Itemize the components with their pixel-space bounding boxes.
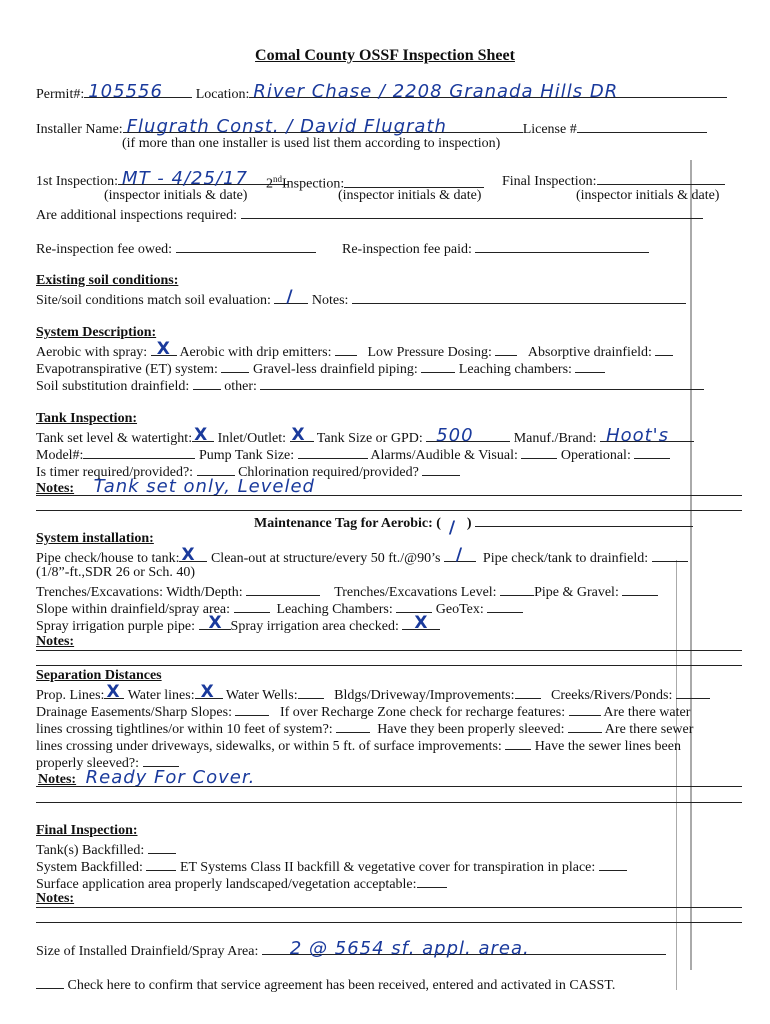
inlet-outlet-mark: X [291, 425, 305, 445]
install-notes-line[interactable] [36, 650, 742, 651]
manuf-value: Hoot's [606, 425, 670, 446]
soil-match-label: Site/soil conditions match soil evaluation: [36, 293, 271, 308]
chlorination-label: Chlorination required/provided? [238, 465, 419, 480]
final-notes-line[interactable] [36, 907, 742, 908]
absorptive-field[interactable] [655, 342, 673, 356]
separation-heading: Separation Distances [36, 668, 162, 683]
prop-lines-label: Prop. Lines: [36, 688, 105, 703]
et-system-field[interactable] [221, 359, 249, 373]
second-inspection-number: 2 [266, 176, 273, 192]
tank-notes-value[interactable]: Tank set only, Leveled [93, 476, 315, 497]
tank-heading: Tank Inspection: [36, 411, 138, 426]
other-field[interactable] [260, 376, 704, 390]
water-lines-field[interactable] [195, 682, 223, 702]
pipe-gravel-label: Pipe & Gravel: [534, 585, 619, 600]
surface-field[interactable] [417, 874, 447, 888]
system-backfilled-field[interactable] [146, 857, 176, 871]
permit-row [36, 81, 727, 103]
additional-inspections-row [36, 205, 703, 224]
additional-inspections-field[interactable] [241, 205, 703, 219]
install-row-5 [36, 613, 440, 635]
install-leaching-field[interactable] [396, 599, 432, 613]
separation-notes-line [36, 786, 742, 787]
pipe-house-label: Pipe check/house to tank: [36, 551, 180, 566]
final-inspection-label: Final Inspection: [502, 174, 597, 189]
separation-notes-line-2 [36, 802, 742, 803]
low-pressure-field[interactable] [495, 342, 517, 356]
fee-paid-field[interactable] [475, 239, 649, 253]
pipe-gravel-field[interactable] [622, 582, 658, 596]
fee-owed-label: Re-inspection fee owed: [36, 242, 173, 257]
pipe-house-field[interactable] [179, 545, 207, 565]
size-field[interactable] [262, 938, 666, 959]
system-backfilled-label: System Backfilled: [36, 860, 143, 875]
soil-notes-label: Notes: [311, 293, 349, 308]
soil-match-field[interactable] [274, 287, 308, 307]
water-wells-field[interactable] [298, 685, 324, 699]
aerobic-spray-label: Aerobic with spray: [36, 345, 148, 360]
cleanout-mark: / [455, 545, 463, 565]
pipe-tank-field[interactable] [652, 548, 688, 562]
model-field[interactable] [83, 445, 195, 459]
gravelless-field[interactable] [421, 359, 455, 373]
purple-pipe-label: Spray irrigation purple pipe: [36, 619, 196, 634]
surface-label: Surface application area properly landscaped/vegetation acceptable: [36, 877, 417, 892]
alarms-label: Alarms/Audible & Visual: [370, 448, 518, 463]
recharge-field[interactable] [569, 702, 601, 716]
tank-notes-label: Notes: [36, 481, 75, 496]
absorptive-label: Absorptive drainfield: [527, 345, 652, 360]
aerobic-drip-label: Aerobic with drip emitters: [179, 345, 332, 360]
tanks-backfilled-label: Tank(s) Backfilled: [36, 843, 145, 858]
trenches-level-field[interactable] [500, 582, 534, 596]
tank-notes-line [36, 495, 742, 496]
leaching-field[interactable] [575, 359, 605, 373]
other-label: other: [224, 379, 257, 394]
first-inspection-value: MT - 4/25/17 [122, 168, 248, 189]
permit-label: Permit#: [36, 87, 85, 102]
permit-field[interactable] [84, 81, 192, 102]
water-lines-label: Water lines: [127, 688, 195, 703]
creeks-label: Creeks/Rivers/Ponds: [551, 688, 673, 703]
spray-checked-mark: X [414, 613, 428, 633]
maintenance-field[interactable] [441, 516, 467, 538]
pipe-spec: (1/8”-ft.,SDR 26 or Sch. 40) [36, 565, 196, 580]
spray-checked-label: Spray irrigation area checked: [230, 619, 399, 634]
separation-notes-label: Notes: [38, 772, 77, 787]
trenches-level-label: Trenches/Excavations Level: [334, 585, 497, 600]
low-pressure-label: Low Pressure Dosing: [367, 345, 492, 360]
location-value: River Chase / 2208 Granada Hills DR [253, 81, 619, 102]
install-notes-label: Notes: [36, 634, 75, 649]
install-notes-line-2[interactable] [36, 665, 742, 666]
soil-row [36, 287, 686, 309]
prop-lines-field[interactable] [104, 682, 124, 702]
agreement-checkbox[interactable] [36, 975, 64, 989]
bldgs-label: Bldgs/Driveway/Improvements: [334, 688, 515, 703]
sewer-sleeved-question: Have the sewer lines been [534, 739, 681, 754]
tightlines-label: lines crossing tightlines/or within 10 feet of system?: [36, 722, 333, 737]
separation-notes-value[interactable]: Ready For Cover. [85, 767, 256, 788]
prop-lines-mark: X [106, 682, 120, 702]
slope-label: Slope within drainfield/spray area: [36, 602, 230, 617]
size-row [36, 938, 666, 960]
et-backfill-label: ET Systems Class II backfill & vegetative cover for transpiration in place: [179, 860, 596, 875]
et-backfill-field[interactable] [599, 857, 627, 871]
drainage-label: Drainage Easements/Sharp Slopes: [36, 705, 232, 720]
purple-pipe-field[interactable] [199, 613, 231, 633]
water-wells-label: Water Wells: [225, 688, 298, 703]
pump-size-field[interactable] [298, 445, 368, 459]
installer-value: Flugrath Const. / David Flugrath [126, 116, 447, 137]
operational-label: Operational: [560, 448, 631, 463]
final-heading: Final Inspection: [36, 823, 138, 838]
tank-set-level-mark: X [194, 425, 208, 445]
additional-inspections-label: Are additional inspections required: [36, 208, 237, 223]
sleeved-field[interactable] [568, 719, 602, 733]
maintenance-label: Maintenance Tag for Aerobic: ( [254, 516, 441, 531]
recharge-label: If over Recharge Zone check for recharge features: [279, 705, 566, 720]
soil-sub-label: Soil substitution drainfield: [36, 379, 190, 394]
second-inspection-label: Inspection: [282, 176, 345, 192]
slope-field[interactable] [234, 599, 270, 613]
water-lines-question: Are there water [603, 705, 691, 720]
geotex-label: GeoTex: [435, 602, 484, 617]
scan-edge-line [690, 160, 692, 970]
install-heading: System installation: [36, 531, 154, 546]
scan-edge-line [676, 560, 677, 990]
tanks-backfilled-field[interactable] [148, 840, 176, 854]
permit-value: 105556 [88, 81, 163, 102]
fee-paid-label: Re-inspection fee paid: [342, 242, 472, 257]
first-inspection-field[interactable] [118, 168, 288, 189]
size-label: Size of Installed Drainfield/Spray Area: [36, 944, 259, 959]
location-field[interactable] [249, 81, 727, 102]
soil-match-mark: / [286, 287, 293, 307]
trenches-wd-label: Trenches/Excavations: Width/Depth: [36, 585, 243, 600]
sleeved-label: Have they been properly sleeved: [377, 722, 565, 737]
properly-sleeved-label: properly sleeved?: [36, 756, 140, 771]
license-field[interactable] [577, 119, 707, 133]
maintenance-mark: / [448, 518, 456, 538]
soil-heading: Existing soil conditions: [36, 273, 179, 288]
manuf-label: Manuf./Brand: [513, 431, 597, 446]
drainage-field[interactable] [235, 702, 269, 716]
tank-size-value: 500 [436, 425, 474, 446]
installer-field[interactable] [123, 116, 523, 137]
manuf-field[interactable] [600, 425, 694, 446]
agreement-text: Check here to confirm that service agreement has been received, entered and activated in CASST. [67, 978, 616, 993]
sewer-crossing-label: lines crossing under driveways, sidewalks, or within 5 ft. of surface improvements: [36, 739, 502, 754]
purple-pipe-mark: X [208, 613, 222, 633]
tank-set-level-field[interactable] [192, 425, 214, 445]
final-notes-label: Notes: [36, 891, 75, 906]
inlet-outlet-field[interactable] [290, 425, 314, 445]
tightlines-field[interactable] [336, 719, 370, 733]
maintenance-close: ) [466, 516, 472, 531]
install-leaching-label: Leaching Chambers: [276, 602, 393, 617]
spray-checked-field[interactable] [402, 613, 440, 633]
geotex-field[interactable] [487, 599, 523, 613]
second-inspection-suffix: nd [273, 174, 282, 184]
final-inspection-field[interactable] [597, 171, 725, 185]
trenches-wd-field[interactable] [246, 582, 320, 596]
fees-row [36, 239, 316, 258]
properly-sleeved-field[interactable] [143, 753, 179, 767]
tank-notes-line-2 [36, 510, 742, 511]
chlorination-field[interactable] [422, 462, 460, 476]
final-notes-line-2[interactable] [36, 922, 742, 923]
fee-owed-field[interactable] [176, 239, 316, 253]
maintenance-row [254, 513, 693, 538]
cleanout-label: Clean-out at structure/every 50 ft./@90’s [210, 551, 441, 566]
initials-note-1: (inspector initials & date) [104, 188, 248, 203]
size-value: 2 @ 5654 sf. appl. area. [289, 938, 530, 959]
soil-notes-field[interactable] [352, 290, 686, 304]
tank-size-label: Tank Size or GPD: [316, 431, 423, 446]
aerobic-drip-field[interactable] [335, 342, 357, 356]
system-heading: System Description: [36, 325, 157, 340]
model-label: Model#: [36, 448, 84, 463]
alarms-field[interactable] [521, 445, 557, 459]
leaching-label: Leaching chambers: [458, 362, 572, 377]
water-lines-mark: X [200, 682, 214, 702]
operational-field[interactable] [634, 445, 670, 459]
first-inspection-label: 1st Inspection: [36, 174, 119, 189]
page-title: Comal County OSSF Inspection Sheet [255, 47, 515, 64]
installer-note: (if more than one installer is used list them according to inspection) [122, 136, 501, 151]
second-inspection-field[interactable] [344, 174, 484, 188]
fee-paid-row [342, 239, 649, 258]
pipe-tank-label: Pipe check/tank to drainfield: [482, 551, 649, 566]
creeks-field[interactable] [676, 685, 710, 699]
inlet-outlet-label: Inlet/Outlet: [217, 431, 287, 446]
license-label: License # [522, 122, 577, 137]
soil-sub-field[interactable] [193, 376, 221, 390]
sewer-crossing-field[interactable] [505, 736, 531, 750]
installer-label: Installer Name: [36, 122, 123, 137]
aerobic-spray-field[interactable] [151, 339, 177, 359]
et-system-label: Evapotranspirative (ET) system: [36, 362, 218, 377]
bldgs-field[interactable] [515, 685, 541, 699]
timer-field[interactable] [197, 462, 235, 476]
pump-size-label: Pump Tank Size: [198, 448, 295, 463]
agreement-row [36, 975, 615, 994]
cleanout-field[interactable] [444, 545, 476, 565]
initials-note-2: (inspector initials & date) [338, 188, 482, 203]
sewer-question: Are there sewer [604, 722, 694, 737]
maintenance-line[interactable] [475, 513, 693, 527]
final-row-3 [36, 874, 447, 893]
location-label: Location: [195, 87, 250, 102]
initials-note-3: (inspector initials & date) [576, 188, 720, 203]
aerobic-spray-mark: X [156, 339, 170, 359]
tank-set-level-label: Tank set level & watertight: [36, 431, 193, 446]
pipe-house-mark: X [181, 545, 195, 565]
gravelless-label: Gravel-less drainfield piping: [252, 362, 418, 377]
system-row-3 [36, 376, 704, 395]
timer-label: Is timer required/provided?: [36, 465, 194, 480]
tank-size-field[interactable] [426, 425, 510, 446]
